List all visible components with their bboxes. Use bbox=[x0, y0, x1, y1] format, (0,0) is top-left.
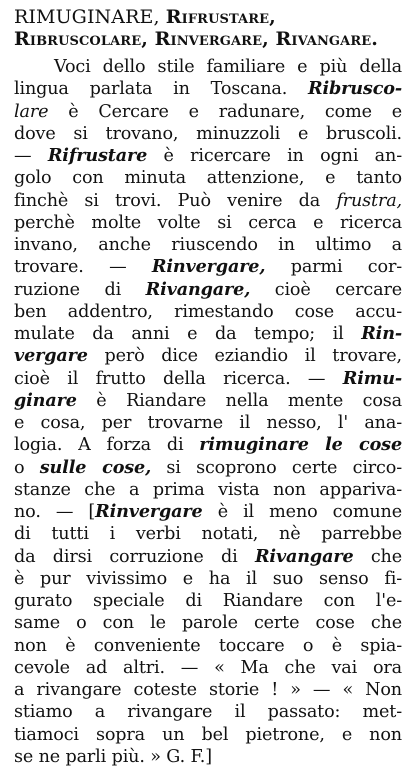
italic-term: Rifrustare bbox=[47, 145, 148, 166]
entry-heading bbox=[14, 6, 402, 50]
text-line: o sulle cose, si scoprono certe circo- bbox=[14, 456, 402, 478]
text-line: se ne parli più. » G. F.] bbox=[14, 746, 212, 767]
italic-term: rimuginare le cose bbox=[199, 434, 402, 456]
text-line: same o con le parole certe cose che bbox=[14, 613, 402, 634]
italic-term: Rin- bbox=[361, 323, 402, 344]
text-line: tiamoci sopra un bel pietrone, e non bbox=[14, 724, 402, 745]
text-line: logia. A forza di rimuginare le cose bbox=[14, 434, 402, 456]
text-line: mulate da anni e da tempo; il Rin- bbox=[14, 323, 402, 344]
italic-term: Rimu- bbox=[342, 367, 402, 389]
text-line: perchè molte volte si cerca e ricerca bbox=[14, 212, 402, 233]
text-line: — Rifrustare è ricercare in ogni an- bbox=[14, 145, 402, 166]
text-line: golo con minuta attenzione, e tanto bbox=[14, 168, 402, 189]
text-line: finchè si trovi. Può venire da frustra, bbox=[14, 190, 402, 211]
italic-term: vergare bbox=[14, 345, 88, 367]
italic-term: Rivangare, bbox=[145, 278, 251, 300]
text-line: cevole ad altri. — « Ma che vai ora bbox=[14, 657, 402, 678]
entry-lemma-synonyms: Rifrustare, Ribruscolare, Rinvergare, Rivangare. bbox=[14, 6, 378, 50]
text-line: invano, anche riuscendo in ultimo a bbox=[14, 235, 402, 255]
text-line: e cosa, per trovarne il nesso, l' ana- bbox=[14, 413, 402, 433]
text-line: da dirsi corruzione di Rivangare che bbox=[14, 545, 402, 567]
italic-term: ginare bbox=[14, 389, 77, 411]
text-line: lare è Cercare e radunare, come e bbox=[14, 101, 402, 122]
italic-term: sulle cose, bbox=[39, 456, 152, 478]
text-line: Voci dello stile familiare e più della bbox=[54, 57, 402, 77]
italic-term: Ribrusco- bbox=[308, 78, 402, 100]
text-line: dove si trovano, minuzzoli e bruscoli. bbox=[14, 123, 402, 144]
italic-term: Rinvergare, bbox=[151, 256, 266, 278]
italic-term: frustra, bbox=[336, 190, 402, 211]
text-line: lingua parlata in Toscana. Ribrusco- bbox=[14, 78, 402, 100]
text-line: ruzione di Rivangare, cioè cercare bbox=[14, 278, 402, 300]
text-line: ben addentro, rimestando cose accu- bbox=[14, 301, 402, 322]
text-line: a rivangare coteste storie ! » — « Non bbox=[14, 680, 402, 700]
text-line: trovare. — Rinvergare, parmi cor- bbox=[14, 256, 403, 278]
italic-term: Rinvergare bbox=[95, 501, 203, 522]
entry-lemma-main: RIMUGINARE, bbox=[14, 6, 160, 28]
text-line: stanze che a prima vista non appariva- bbox=[14, 479, 402, 500]
text-line: ginare è Riandare nella mente cosa bbox=[14, 389, 402, 411]
entry-body bbox=[14, 56, 402, 768]
text-line: stiamo a rivangare il passato: met- bbox=[14, 702, 402, 723]
text-line: vergare però dice eziandio il trovare, bbox=[14, 345, 402, 367]
text-line: cioè il frutto della ricerca. — Rimu- bbox=[14, 367, 402, 389]
text-line: è pur vivissimo e ha il suo senso fi- bbox=[14, 568, 402, 589]
text-line: non è conveniente toccare o è spia- bbox=[14, 635, 402, 656]
text-line: no. — [Rinvergare è il meno comune bbox=[14, 501, 402, 522]
italic-term: lare bbox=[14, 101, 49, 122]
italic-term: Rivangare bbox=[254, 545, 354, 567]
text-line: di tutti i verbi notati, nè parrebbe bbox=[14, 524, 402, 545]
text-line: gurato speciale di Riandare con l'e- bbox=[14, 591, 402, 611]
